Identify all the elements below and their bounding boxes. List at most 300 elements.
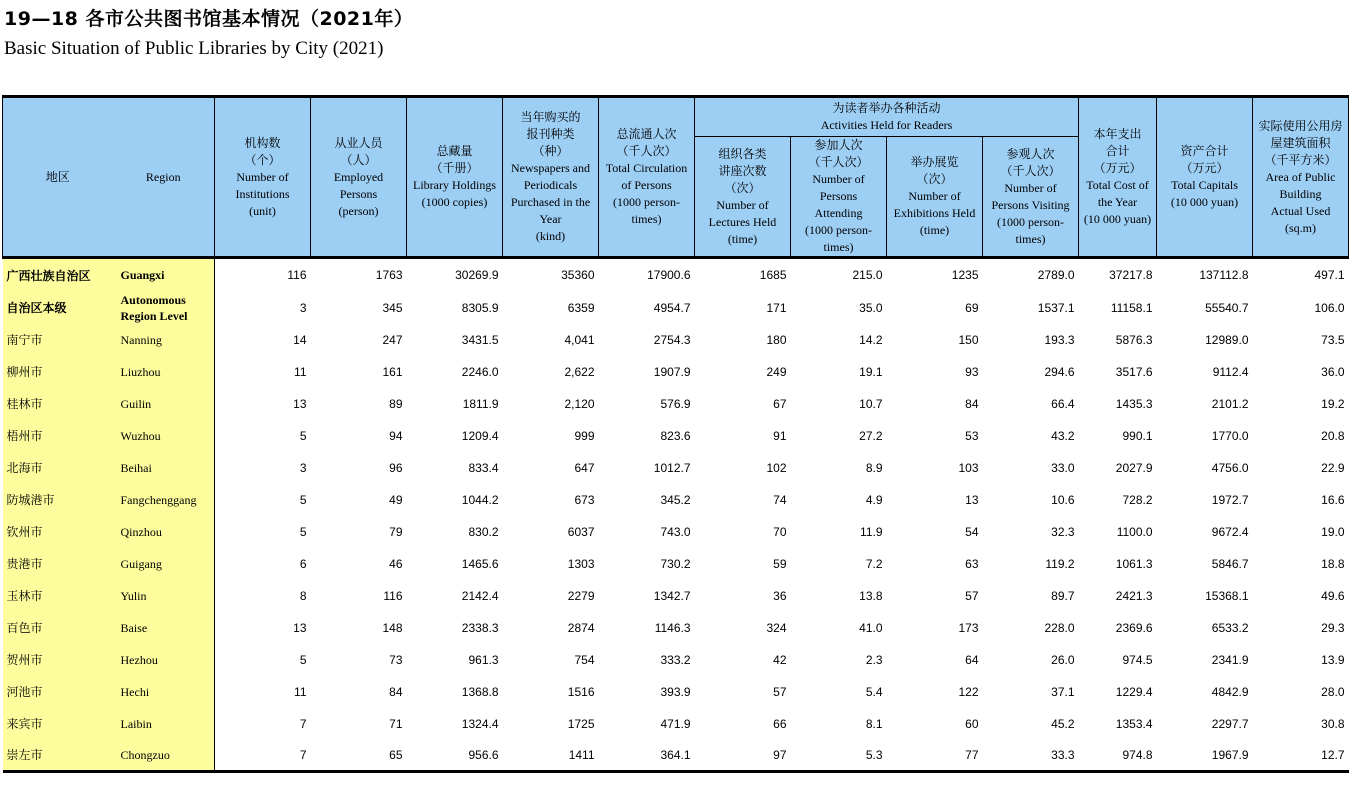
table-cell: 833.4 (468, 460, 499, 475)
table-cell: 2,120 (564, 396, 595, 411)
table-cell: 2421.3 (1115, 588, 1153, 603)
table-cell: 974.8 (1079, 740, 1157, 772)
table-cell: 26.0 (1051, 652, 1075, 667)
table-cell: 27.2 (859, 428, 883, 443)
header-line: Area of Public (1265, 169, 1336, 184)
header-line: 机构数 (244, 135, 281, 150)
table-cell: 9112.4 (1212, 364, 1249, 379)
table-cell: 119.2 (1045, 556, 1075, 571)
header-line: Total Circulation (605, 161, 688, 175)
header-line: Number of (236, 169, 289, 184)
table-cell: 89 (389, 396, 403, 411)
table-cell: 93 (965, 364, 979, 379)
table-cell: 14.2 (859, 332, 883, 347)
table-cell: 41.0 (859, 620, 883, 635)
header-line: Persons (339, 186, 378, 201)
table-cell: 961.3 (468, 652, 499, 667)
table-cell: 97 (695, 740, 791, 772)
table-cell: 5846.7 (1211, 556, 1249, 571)
region-name-en: Wuzhou (113, 420, 215, 452)
table-cell: 148 (382, 620, 403, 635)
table-cell: 96 (389, 460, 403, 475)
table-cell: 576.9 (660, 396, 691, 411)
table-cell: 215.0 (852, 268, 883, 283)
table-cell: 71 (389, 716, 403, 731)
table-cell: 102 (766, 460, 787, 475)
header-line: Number of (716, 197, 769, 212)
table-cell: 2,622 (564, 364, 595, 379)
table-cell: 28.0 (1321, 684, 1345, 699)
table-cell: 956.6 (407, 740, 503, 772)
table-cell: 1725 (567, 716, 595, 731)
table-cell: 3517.6 (1115, 364, 1153, 379)
table-cell: 11 (294, 684, 307, 699)
page-title-cn: 19—18 各市公共图书馆基本情况（2021年） (4, 8, 414, 30)
region-name-en: Qinzhou (113, 516, 215, 548)
table-row (3, 516, 1349, 548)
header-line: （个） (244, 152, 281, 167)
table-cell: 1368.8 (461, 684, 499, 699)
table-cell: 55540.7 (1205, 300, 1249, 315)
region-name-en: Liuzhou (113, 356, 215, 388)
header-newspapers (503, 97, 599, 258)
table-cell: 69 (965, 300, 979, 315)
header-line: Building (1279, 186, 1322, 201)
table-cell: 1229.4 (1115, 684, 1153, 699)
header-line: （次） (724, 180, 761, 195)
table-cell: 16.6 (1321, 492, 1345, 507)
table-row (3, 676, 1349, 708)
table-cell: 173 (958, 620, 979, 635)
header-capitals (1157, 97, 1253, 258)
table-cell: 333.2 (660, 652, 691, 667)
table-cell: 5.4 (865, 684, 883, 699)
table-cell: 5 (299, 652, 307, 667)
table-cell: 1972.7 (1211, 492, 1249, 507)
header-line: （人） (340, 152, 377, 167)
table-cell: 30269.9 (455, 268, 499, 283)
table-cell: 12989.0 (1205, 332, 1249, 347)
table-cell: 66 (773, 716, 787, 731)
region-name-en: Beihai (113, 452, 215, 484)
table-body (3, 258, 1349, 772)
region-name-cn: 贵港市 (3, 548, 113, 580)
header-line: (time) (919, 223, 950, 237)
table-cell: 89.7 (1051, 588, 1075, 603)
table-cell: 67 (773, 396, 787, 411)
table-cell: 393.9 (660, 684, 691, 699)
header-line: (1000 person- (805, 223, 872, 237)
table-cell: 42 (773, 652, 787, 667)
header-region-cn: 地区 (3, 97, 113, 258)
header-line: Purchased in the (510, 195, 591, 209)
region-name-en: Guilin (113, 388, 215, 420)
table-cell: 91 (773, 428, 787, 443)
table-cell: 6533.2 (1211, 620, 1249, 635)
table-cell: 35.0 (859, 300, 883, 315)
table-cell: 1235 (951, 268, 979, 283)
table-cell: 94 (389, 428, 403, 443)
table-cell: 35360 (561, 268, 595, 283)
header-line: （万元） (1180, 161, 1229, 175)
header-line: times) (823, 240, 854, 254)
header-line: （千人次） (1000, 163, 1061, 178)
table-cell: 8.1 (865, 716, 883, 731)
header-line: （千平方米） (1264, 152, 1337, 167)
table-cell: 1146.3 (654, 620, 691, 635)
region-name-en: Hezhou (113, 644, 215, 676)
table-cell: 193.3 (1044, 332, 1075, 347)
table-cell: 2.3 (865, 652, 883, 667)
table-cell: 37.1 (1051, 684, 1075, 699)
header-line: (sq.m) (1285, 220, 1316, 235)
table-cell: 247 (382, 332, 403, 347)
header-line: Periodicals (523, 178, 578, 192)
region-name-en: Laibin (113, 708, 215, 740)
table-cell: 5 (299, 492, 307, 507)
table-cell: 2789.0 (1037, 268, 1075, 283)
header-line: Persons (819, 189, 858, 203)
table-cell: 122 (958, 684, 979, 699)
table-cell: 30.8 (1321, 716, 1345, 731)
table-row (3, 292, 1349, 324)
region-name-cn: 防城港市 (3, 484, 113, 516)
header-line: 参加人次 (814, 138, 863, 152)
header-line: of Persons (621, 178, 672, 192)
header-line: times) (631, 212, 662, 226)
library-stats-table (2, 95, 1349, 773)
table-cell: 7.2 (865, 556, 883, 571)
table-cell: 471.9 (660, 716, 691, 731)
region-name-cn: 玉林市 (3, 580, 113, 612)
header-line: Persons Visiting (991, 197, 1070, 212)
region-name-en: Guangxi (113, 258, 215, 292)
table-row (3, 420, 1349, 452)
table-cell: 2754.3 (653, 332, 691, 347)
table-cell: 65 (311, 740, 407, 772)
table-cell: 1465.6 (461, 556, 499, 571)
table-row (3, 548, 1349, 580)
table-cell: 999 (574, 428, 595, 443)
table-cell: 73.5 (1321, 332, 1345, 347)
table-cell: 32.3 (1051, 524, 1075, 539)
header-line: Number of (908, 189, 961, 203)
header-line: Number of (1004, 180, 1057, 195)
table-cell: 57 (965, 588, 979, 603)
table-cell: 36.0 (1321, 364, 1345, 379)
table-row (3, 324, 1349, 356)
table-cell: 37217.8 (1109, 268, 1153, 283)
table-cell: 46 (389, 556, 403, 571)
header-lectures (695, 137, 791, 258)
table-cell: 2338.3 (461, 620, 499, 635)
table-cell: 74 (773, 492, 787, 507)
region-name-en: Fangchenggang (113, 484, 215, 516)
table-cell: 7 (215, 740, 311, 772)
table-cell: 12.7 (1253, 740, 1349, 772)
region-name-cn: 贺州市 (3, 644, 113, 676)
table-cell: 1411 (503, 740, 599, 772)
table-cell: 249 (766, 364, 787, 379)
table-cell: 10.7 (859, 396, 883, 411)
table-cell: 22.9 (1321, 460, 1345, 475)
table-cell: 13 (965, 492, 979, 507)
table-cell: 4,041 (564, 332, 595, 347)
table-cell: 497.1 (1314, 268, 1345, 283)
region-name-cn: 自治区本级 (3, 292, 113, 324)
table-cell: 70 (773, 524, 787, 539)
table-cell: 5.3 (791, 740, 887, 772)
table-cell: 13 (293, 620, 307, 635)
table-cell: 171 (766, 300, 787, 315)
header-employed (311, 97, 407, 258)
header-line: times) (1015, 231, 1046, 246)
table-cell: 14 (293, 332, 307, 347)
table-cell: 137112.8 (1199, 268, 1249, 283)
header-line: (1000 copies) (421, 195, 488, 209)
table-cell: 1537.1 (1037, 300, 1075, 315)
table-cell: 1209.4 (461, 428, 499, 443)
table-cell: 2142.4 (461, 588, 499, 603)
table-cell: 830.2 (468, 524, 499, 539)
table-cell: 4842.9 (1211, 684, 1249, 699)
table-cell: 10.6 (1051, 492, 1075, 507)
header-cost (1079, 97, 1157, 258)
header-line: (time) (727, 231, 758, 246)
table-cell: 1770.0 (1211, 428, 1249, 443)
table-cell: 7 (299, 716, 307, 731)
header-line: Year (539, 212, 562, 226)
header-line: (person) (338, 203, 379, 218)
table-cell: 1811.9 (462, 396, 499, 411)
table-cell: 150 (958, 332, 979, 347)
region-name-cn: 南宁市 (3, 324, 113, 356)
header-line: 本年支出 (1093, 127, 1142, 141)
header-institutions (215, 97, 311, 258)
table-cell: 1967.9 (1157, 740, 1253, 772)
table-cell: 11158.1 (1110, 300, 1153, 315)
table-cell: 1516 (567, 684, 595, 699)
header-area (1253, 97, 1349, 258)
table-cell: 5 (299, 428, 307, 443)
table-cell: 1012.7 (653, 460, 691, 475)
table-cell: 673 (574, 492, 595, 507)
region-name-cn: 广西壮族自治区 (3, 258, 113, 292)
region-name-cn: 北海市 (3, 452, 113, 484)
table-cell: 974.5 (1122, 652, 1153, 667)
table-row (3, 388, 1349, 420)
table-cell: 19.2 (1321, 396, 1345, 411)
table-cell: 116 (383, 588, 403, 603)
table-cell: 11.9 (860, 524, 883, 539)
header-line: (1000 person- (997, 214, 1064, 229)
table-cell: 19.0 (1321, 524, 1345, 539)
table-cell: 45.2 (1051, 716, 1075, 731)
header-line: 屋建筑面积 (1270, 135, 1331, 150)
table-cell: 1303 (567, 556, 595, 571)
table-cell: 4954.7 (653, 300, 691, 315)
header-line: Attending (814, 206, 863, 220)
header-region-en: Region (113, 97, 215, 258)
table-cell: 2246.0 (461, 364, 499, 379)
table-cell: 990.1 (1122, 428, 1153, 443)
table-cell: 1435.3 (1115, 396, 1153, 411)
header-line: (10 000 yuan) (1170, 195, 1239, 209)
table-row (3, 740, 1349, 772)
table-cell: 345 (382, 300, 403, 315)
table-cell: 324 (766, 620, 787, 635)
table-cell: 73 (389, 652, 403, 667)
page-title-en: Basic Situation of Public Libraries by City (2021) (4, 38, 384, 59)
table-cell: 106.0 (1314, 300, 1345, 315)
header-line: Institutions (235, 186, 290, 201)
table-cell: 823.6 (660, 428, 691, 443)
table-cell: 647 (574, 460, 595, 475)
region-name-en: Guigang (113, 548, 215, 580)
region-name-en: Yulin (113, 580, 215, 612)
table-cell: 63 (965, 556, 979, 571)
header-line: Actual Used (1270, 203, 1331, 218)
table-cell: 2874 (567, 620, 595, 635)
table-row (3, 580, 1349, 612)
table-cell: 754 (574, 652, 595, 667)
table-cell: 743.0 (660, 524, 691, 539)
header-line: Lectures Held (708, 214, 777, 229)
table-cell: 1685 (759, 268, 787, 283)
region-name-en: Autonomous Region Level (113, 292, 215, 324)
table-cell: 4756.0 (1211, 460, 1249, 475)
table-cell: 54 (965, 524, 979, 539)
table-cell: 161 (382, 364, 403, 379)
header-line: 实际使用公用房 (1258, 118, 1343, 133)
table-cell: 3 (299, 300, 307, 315)
header-line: 举办展览 (910, 155, 959, 169)
region-name-cn: 来宾市 (3, 708, 113, 740)
table-cell: 6037 (567, 524, 595, 539)
header-line: （次） (916, 172, 953, 186)
table-cell: 19.1 (859, 364, 883, 379)
table-row (3, 356, 1349, 388)
table-cell: 5876.3 (1115, 332, 1153, 347)
header-line: Number of (812, 172, 865, 186)
table-cell: 730.2 (660, 556, 691, 571)
region-name-cn: 河池市 (3, 676, 113, 708)
table-cell: 77 (887, 740, 983, 772)
table-cell: 17900.6 (647, 268, 691, 283)
header-line: 总藏量 (436, 144, 473, 158)
header-line: 总流通人次 (616, 127, 677, 141)
header-attending (791, 137, 887, 258)
table-cell: 53 (965, 428, 979, 443)
region-name-en: Chongzuo (113, 740, 215, 772)
table-cell: 2279 (567, 588, 595, 603)
table-cell: 228.0 (1044, 620, 1075, 635)
header-line: 合计 (1105, 144, 1130, 158)
region-name-cn: 桂林市 (3, 388, 113, 420)
table-cell: 84 (965, 396, 979, 411)
header-line: （千册） (430, 161, 479, 175)
table-cell: 4.9 (865, 492, 883, 507)
header-line: （千人次） (808, 155, 869, 169)
table-cell: 18.8 (1321, 556, 1345, 571)
header-line: Exhibitions Held (893, 206, 976, 220)
table-cell: 13.9 (1321, 652, 1345, 667)
header-line: （千人次） (616, 144, 677, 158)
table-cell: 8 (299, 588, 307, 603)
region-name-cn: 崇左市 (3, 740, 113, 772)
table-row (3, 258, 1349, 292)
region-name-cn: 百色市 (3, 612, 113, 644)
table-cell: 1907.9 (653, 364, 691, 379)
table-cell: 36 (773, 588, 787, 603)
header-line: 当年购买的 (520, 110, 581, 124)
table-cell: 294.6 (1044, 364, 1075, 379)
header-exhibitions (887, 137, 983, 258)
table-row (3, 644, 1349, 676)
table-cell: 33.0 (1051, 460, 1075, 475)
table-cell: 2341.9 (1211, 652, 1249, 667)
header-line: (1000 person- (613, 195, 680, 209)
table-cell: 57 (773, 684, 787, 699)
table-cell: 5 (299, 524, 307, 539)
table-cell: 1342.7 (653, 588, 691, 603)
table-cell: 103 (958, 460, 979, 475)
table-cell: 1044.2 (461, 492, 499, 507)
table-cell: 15368.1 (1205, 588, 1249, 603)
header-visiting (983, 137, 1079, 258)
region-name-cn: 梧州市 (3, 420, 113, 452)
header-line: （种） (532, 144, 569, 158)
header-line: Newspapers and (511, 161, 590, 175)
header-line: (kind) (535, 229, 566, 243)
table-row (3, 484, 1349, 516)
table-cell: 84 (389, 684, 403, 699)
table-cell: 180 (766, 332, 787, 347)
table-row (3, 708, 1349, 740)
header-holdings (407, 97, 503, 258)
table-cell: 116 (287, 268, 307, 283)
table-cell: 64 (965, 652, 979, 667)
header-line: 资产合计 (1180, 144, 1229, 158)
table-cell: 49 (389, 492, 403, 507)
header-line: 报刊种类 (526, 127, 575, 141)
region-name-en: Hechi (113, 676, 215, 708)
table-cell: 13.8 (859, 588, 883, 603)
region-name-en: Baise (113, 612, 215, 644)
header-line: 讲座次数 (718, 163, 767, 178)
table-cell: 3431.5 (461, 332, 499, 347)
table-cell: 3 (299, 460, 307, 475)
table-row (3, 452, 1349, 484)
table-cell: 6 (299, 556, 307, 571)
header-line: Library Holdings (413, 178, 496, 192)
table-cell: 1061.3 (1115, 556, 1153, 571)
table-cell: 59 (773, 556, 787, 571)
table-cell: 1324.4 (461, 716, 499, 731)
table-cell: 364.1 (599, 740, 695, 772)
header-line: Employed (333, 169, 384, 184)
region-name-en: Nanning (113, 324, 215, 356)
header-line: Total Cost of (1086, 178, 1149, 192)
table-cell: 728.2 (1122, 492, 1153, 507)
header-line: the Year (1097, 195, 1138, 209)
header-line: (unit) (249, 203, 276, 218)
table-cell: 79 (389, 524, 403, 539)
table-cell: 2297.7 (1211, 716, 1249, 731)
table-cell: 6359 (567, 300, 595, 315)
region-name-cn: 柳州市 (3, 356, 113, 388)
table-cell: 33.3 (983, 740, 1079, 772)
